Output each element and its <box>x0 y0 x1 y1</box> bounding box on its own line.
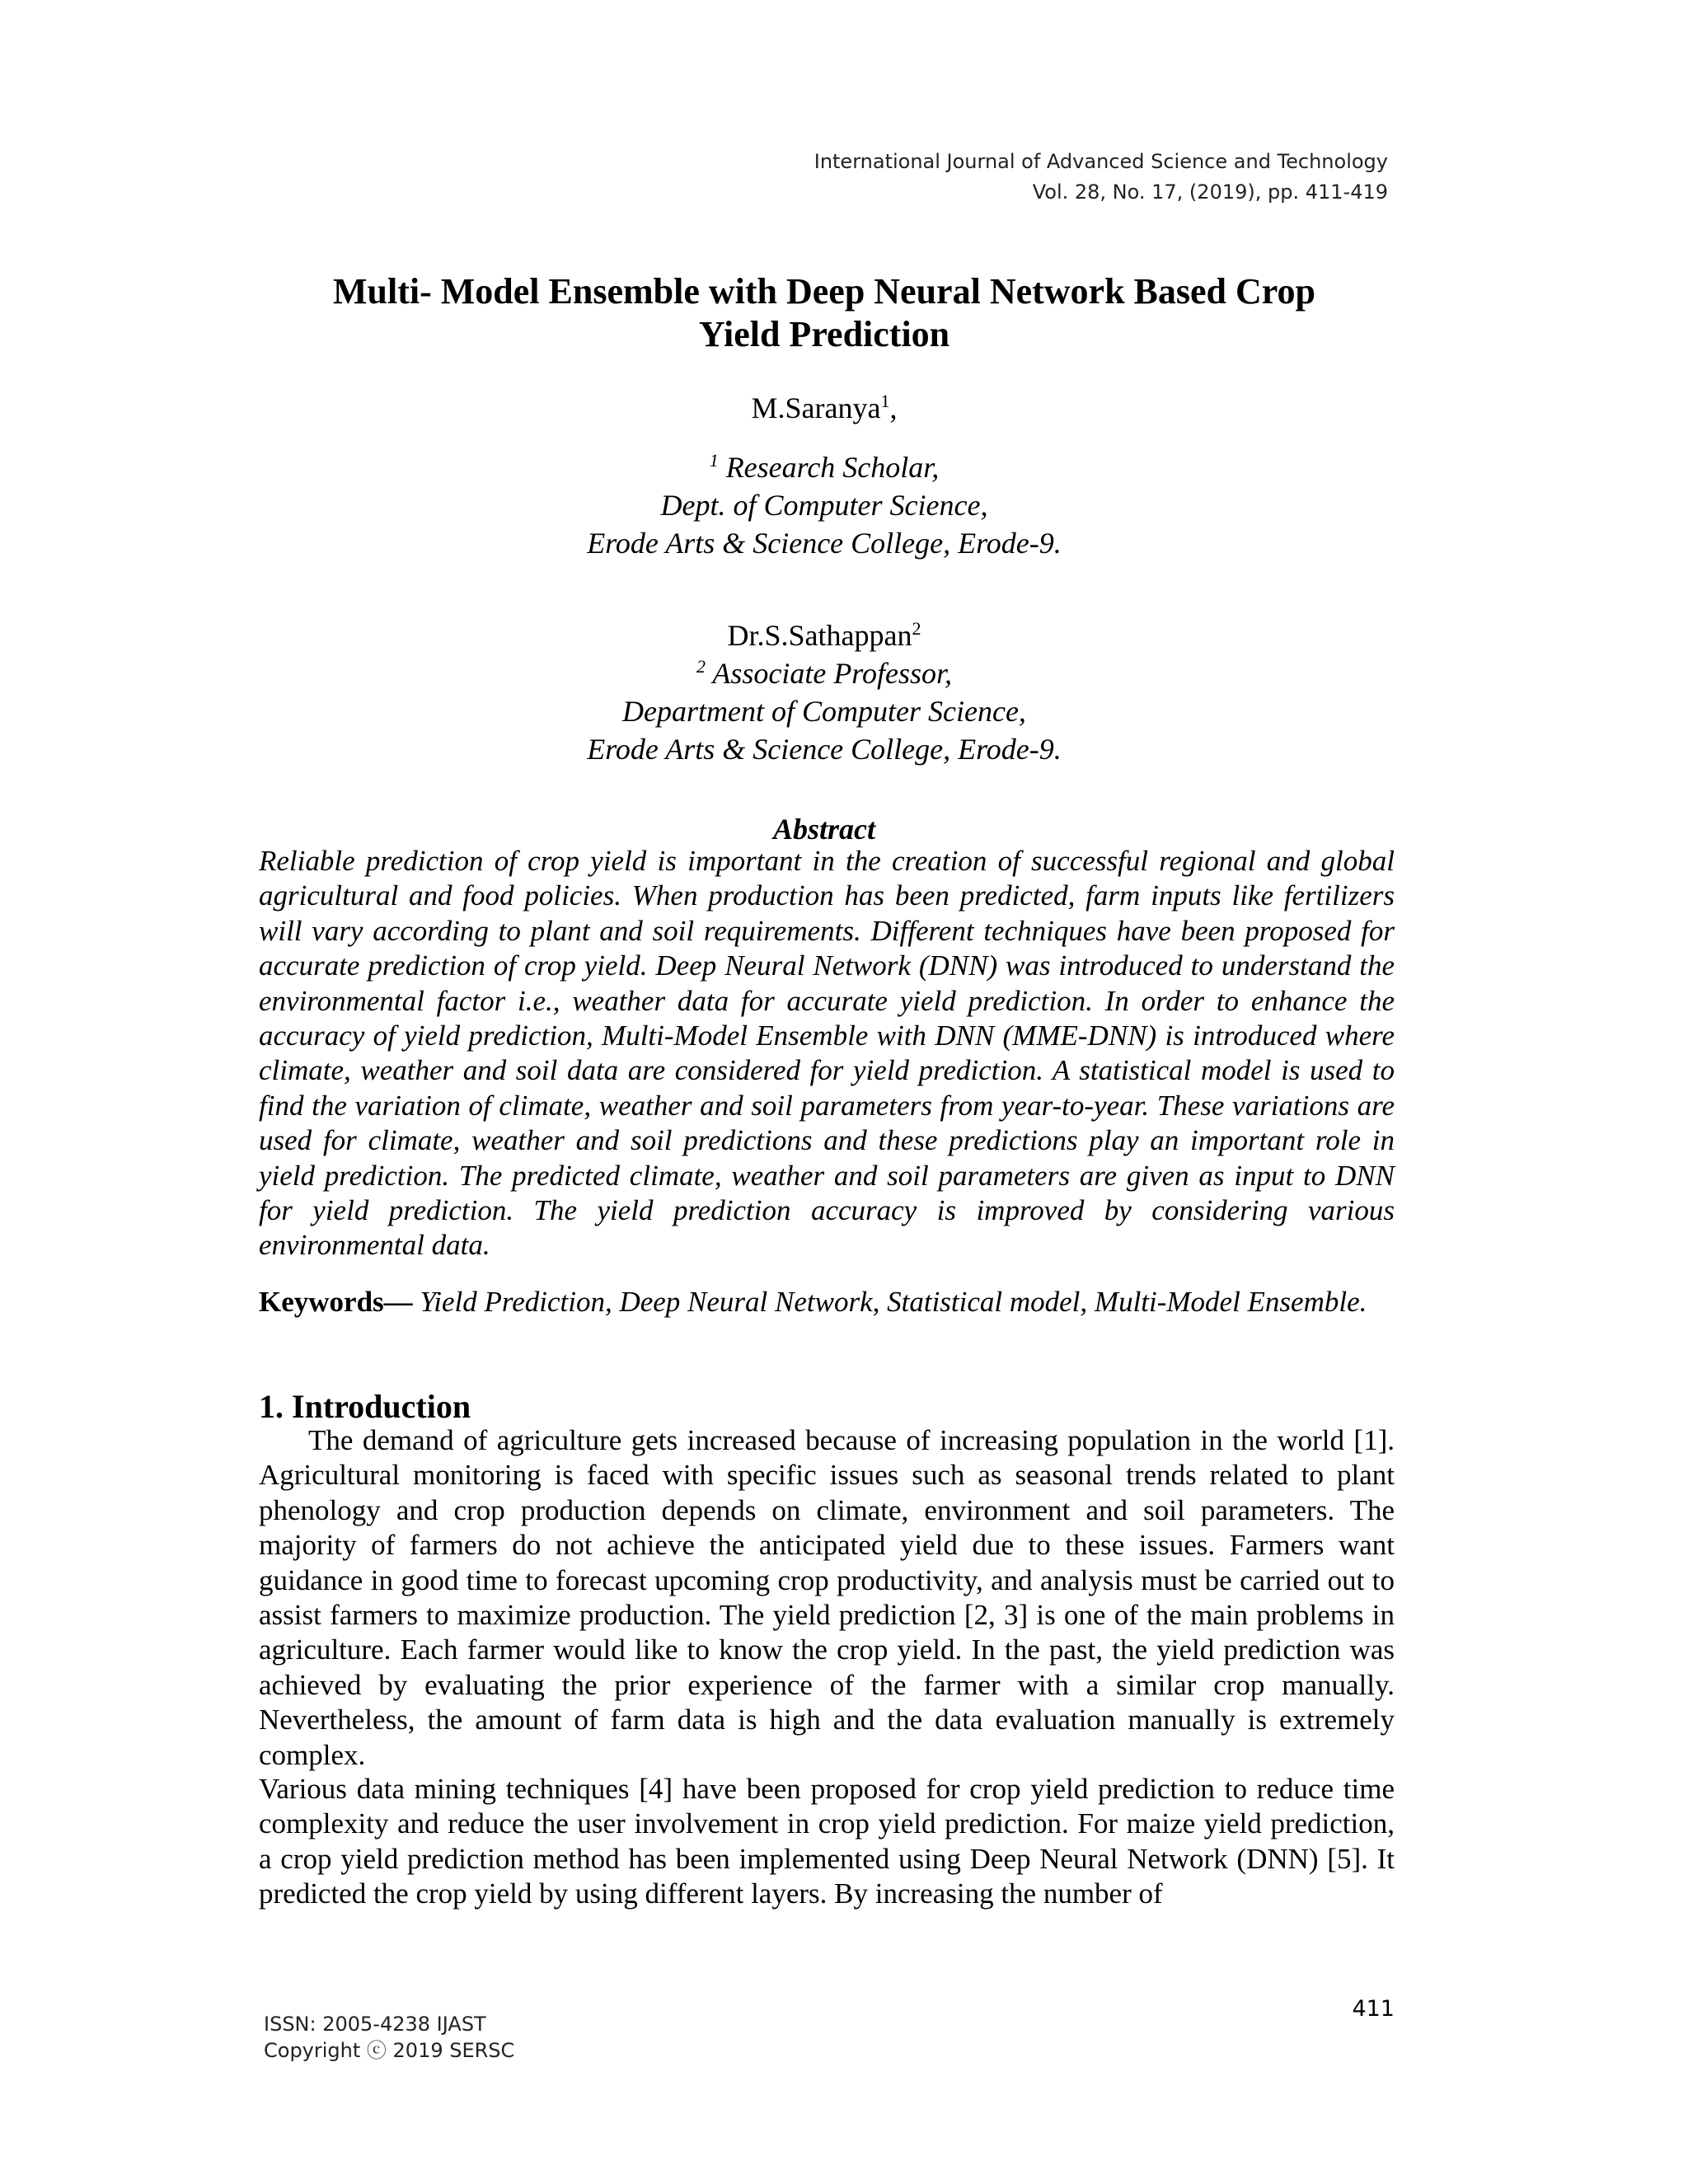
footer-issn: ISSN: 2005-4238 IJAST <box>264 2013 486 2036</box>
journal-name: International Journal of Advanced Science and Technology <box>814 150 1388 173</box>
body-paragraph: The demand of agriculture gets increased because of increasing population in the world [1]. Agricultural monitoring is faced with specific issues such as seasonal trends related to plant phenology and crop production depends on climate, environment and soil parameters. The majority of farmers do not achieve the anticipated yield due to these issues. Farmers want guidance in good time to forecast upcoming crop productivity, and analysis must be carried out to assist farmers to maximize production. The yield prediction [2, 3] is one of the main problems in agriculture. Each farmer would like to know the crop yield. In the past, the yield prediction was achieved by evaluating the prior experience of the farmer with a similar crop manually. Nevertheless, the amount of farm data is high and the data evaluation manually is extremely complex. <box>259 1424 1395 1771</box>
abstract-text: Reliable prediction of crop yield is important in the creation of successful regional and global agricultural and food policies. When production has been predicted, farm inputs like fertilizers will vary according to plant and soil requirements. Different techniques have been proposed for accurate prediction of crop yield. Deep Neural Network (DNN) was introduced to understand the environmental factor i.e., weather data for accurate yield prediction. In order to enhance the accuracy of yield prediction, Multi-Model Ensemble with DNN (MME-DNN) is introduced where climate, weather and soil data are considered for yield prediction. A statistical model is used to find the variation of climate, weather and soil parameters from year-to-year. These variations are used for climate, weather and soil predictions and these predictions play an important role in yield prediction. The predicted climate, weather and soil parameters are given as input to DNN for yield prediction. The yield prediction accuracy is improved by considering various environmental data. <box>259 845 1395 1262</box>
affiliation-college: Erode Arts & Science College, Erode-9. <box>587 527 1062 560</box>
paper-title <box>256 270 1393 356</box>
body-paragraph: Various data mining techniques [4] have been proposed for crop yield prediction to reduce time complexity and reduce the user involvement in crop yield prediction. For maize yield prediction, a crop yield prediction method has been implemented using Deep Neural Network (DNN) [5]. It predicted the crop yield by using different layers. By increasing the number of <box>259 1773 1395 1910</box>
affiliation-department: Dept. of Computer Science, <box>660 489 988 522</box>
affiliation-department: Department of Computer Science, <box>622 695 1026 728</box>
author-role <box>256 448 1393 486</box>
page-footer <box>264 2011 676 2064</box>
author-name-text: Dr.S.Sathappan <box>727 619 912 652</box>
footer-copyright: Copyright ⓒ 2019 SERSC <box>264 2039 515 2062</box>
author-name <box>256 389 1393 427</box>
affiliation-role: Associate Professor, <box>712 657 952 690</box>
keywords-label: Keywords— <box>259 1286 413 1318</box>
journal-header <box>564 147 1388 208</box>
title-line-1: Multi- Model Ensemble with Deep Neural Network Based Crop <box>333 271 1315 312</box>
author-block-1 <box>256 389 1393 562</box>
affiliation-role: Research Scholar, <box>725 451 940 484</box>
affiliation-superscript: 1 <box>709 450 719 471</box>
journal-volume: Vol. 28, No. 17, (2019), pp. 411-419 <box>1032 180 1388 204</box>
affiliation-college: Erode Arts & Science College, Erode-9. <box>587 733 1062 766</box>
title-line-2: Yield Prediction <box>698 314 950 354</box>
keywords-list: Yield Prediction, Deep Neural Network, Statistical model, Multi-Model Ensemble. <box>420 1286 1367 1318</box>
keywords <box>259 1285 1395 1319</box>
author-name <box>256 616 1393 654</box>
page-number: 411 <box>1352 1996 1395 2022</box>
affiliation-superscript: 2 <box>696 656 706 677</box>
author-superscript: 1 <box>880 391 890 411</box>
author-role <box>256 654 1393 692</box>
section-heading-introduction: 1. Introduction <box>259 1388 471 1425</box>
author-superscript: 2 <box>912 618 921 639</box>
author-name-text: M.Saranya <box>751 391 881 424</box>
author-block-2 <box>256 616 1393 768</box>
author-name-suffix: , <box>889 391 898 424</box>
abstract-heading: Abstract <box>772 813 875 846</box>
